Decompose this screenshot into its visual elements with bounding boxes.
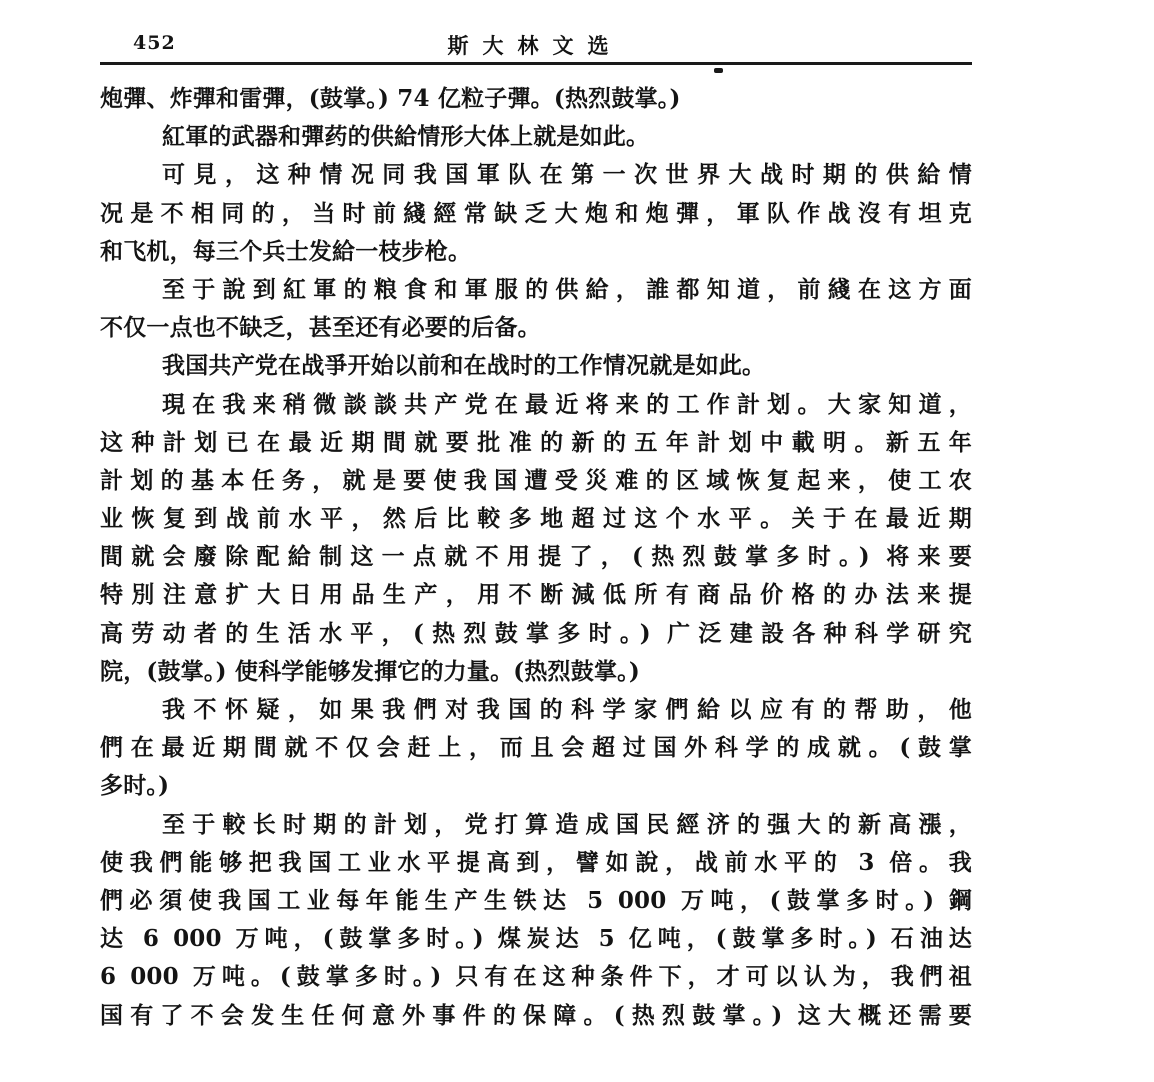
text-line: 我国共产党在战爭开始以前和在战时的工作情况就是如此。 — [162, 352, 766, 380]
page-number: 452 — [133, 32, 176, 54]
text-line: 6 000 万吨。(鼓掌多时。) 只有在这种条件下，才可以认为，我們祖 — [100, 963, 972, 991]
text-line: 国有了不会发生任何意外事件的保障。(热烈鼓掌。) 这大概还需要 — [100, 1001, 972, 1029]
text-line: 們必須使我国工业每年能生产生铁达 5 000 万吨，(鼓掌多时。) 鋼 — [100, 886, 972, 914]
text-line: 計划的基本任务，就是要使我国遭受災难的区域恢复起来，使工农 — [100, 466, 972, 494]
text-line: 院，(鼓掌。) 使科学能够发揮它的力量。(热烈鼓掌。) — [100, 657, 640, 685]
text-line: 們在最近期間就不仅会赶上，而且会超过国外科学的成就。(鼓掌 — [100, 734, 972, 762]
text-line: 不仅一点也不缺乏，甚至还有必要的后备。 — [100, 314, 541, 342]
text-line: 至于較长时期的計划，党打算造成国民經济的强大的新高漲， — [162, 810, 972, 838]
text-line: 特別注意扩大日用品生产，用不断減低所有商品价格的办法来提 — [100, 581, 972, 609]
text-line: 至于說到紅軍的粮食和軍服的供給，誰都知道，前綫在这方面 — [162, 275, 972, 303]
header-rule — [100, 62, 972, 65]
text-line: 业恢复到战前水平，然后比較多地超过这个水平。关于在最近期 — [100, 505, 972, 533]
text-line: 現在我来稍微談談共产党在最近将来的工作計划。大家知道， — [162, 390, 972, 418]
text-line: 我不怀疑，如果我們对我国的科学家們給以应有的帮助，他 — [162, 696, 972, 723]
text-line: 况是不相同的，当时前綫經常缺乏大炮和炮彈，軍队作战沒有坦克 — [100, 199, 972, 227]
running-title: 斯大林文选 — [447, 33, 623, 58]
body-text — [100, 80, 972, 1035]
page-header — [100, 30, 970, 60]
text-line: 間就会廢除配給制这一点就不用提了，(热烈鼓掌多时。) 将来要 — [100, 543, 972, 571]
print-speck — [714, 68, 723, 73]
text-line: 可見，这种情况同我国軍队在第一次世界大战时期的供給情 — [162, 161, 972, 189]
text-line: 使我們能够把我国工业水平提高到，譬如說，战前水平的 3 倍。我 — [100, 848, 972, 876]
text-line: 多时。) — [100, 772, 170, 800]
text-line: 紅軍的武器和彈药的供給情形大体上就是如此。 — [162, 123, 650, 151]
text-line: 达 6 000 万吨，(鼓掌多时。) 煤炭达 5 亿吨，(鼓掌多时。) 石油达 — [100, 925, 972, 953]
text-line: 这种計划已在最近期間就要批准的新的五年計划中載明。新五年 — [100, 428, 972, 456]
text-line: 和飞机，每三个兵士发給一枝步枪。 — [100, 237, 472, 265]
text-line: 高劳动者的生活水平，(热烈鼓掌多时。) 广泛建設各种科学研究 — [100, 619, 972, 647]
text-line: 炮彈、炸彈和雷彈，(鼓掌。) 74 亿粒子彈。(热烈鼓掌。) — [100, 85, 681, 112]
